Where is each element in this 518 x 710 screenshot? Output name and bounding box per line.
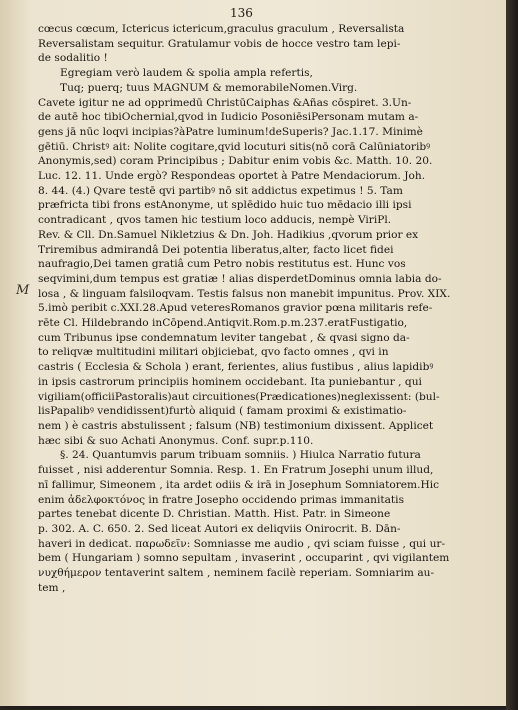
- text-line: partes tenebat dicente D. Christian. Matth. Hist. Patr. in Simeone: [38, 508, 391, 521]
- text-line: Tuq; puerq; tuus MAGNUM & memorabileNomen.Virg.: [60, 81, 358, 94]
- text-line: §. 24. Quantumvis parum tribuam somniis. ) Hiulca Narratio futura: [60, 449, 421, 462]
- text-line: Anonymis,sed) coram Principibus ; Dabitur enim vobis &c. Matth. 10. 20.: [38, 155, 433, 168]
- text-line: Reversalistam sequitur. Gratulamur vobis de hocce vestro tam lepi-: [38, 37, 401, 50]
- text-line: cum Tribunus ipse condemnatum leviter tangebat , & qvasi signo da-: [38, 331, 410, 344]
- text-line: de autē hoc tibiOchernial,qvod in Iudicio PosoniēsiPersonam mutam a-: [38, 111, 419, 124]
- text-line: in ipsis castrorum principiis hominem occidebant. Ita puniebantur , qui: [38, 375, 422, 388]
- text-line: castris ( Ecclesia & Schola ) erant, ferientes, alius fustibus , alius lapidibꝰ: [38, 361, 434, 374]
- text-line: cœcus cœcum, Ictericus ictericum,graculus graculum , Reversalista: [38, 23, 405, 35]
- page-number: 136: [230, 6, 253, 20]
- text-line: 5.imò peribit c.XXI.28.Apud veteresRomanos gravior pœna militaris refe-: [38, 302, 433, 315]
- text-line: enim ἀδελφοκτόνος in fratre Josepho occidendo primas immanitatis: [38, 493, 405, 506]
- text-line: hæc sibi & suo Achati Anonymus. Conf. supr.p.110.: [38, 434, 314, 447]
- text-line: haveri in dedicat. παρωδεῖν: Somniasse me audio , qvi sciam fuisse , qui ur-: [38, 537, 446, 550]
- book-edge: [506, 0, 518, 710]
- text-line: Egregiam verò laudem & spolia ampla refertis,: [60, 67, 313, 80]
- text-line: lisPapalibꝰ vendidissent)furtò aliquid ( famam proximi & existimatio-: [38, 405, 407, 418]
- text-line: bem ( Hungariam ) somno sepultam , invaserint , occuparint , qvi vigilantem: [38, 552, 450, 565]
- text-line: contradicant , qvos tamen hic testium loco adducis, nempè ViriPl.: [38, 214, 392, 227]
- text-line: seqvimini,dum tempus est gratiæ ! alias disperdetDominus omnia labia do-: [38, 272, 442, 285]
- page-text: [38, 22, 486, 595]
- text-line: nem ) è castris abstulissent ; falsum (NB) testimonium dixissent. Applicet: [38, 419, 434, 432]
- text-line: vigiliam(officiiPastoralis)aut circuitiones(Prædicationes)neglexissent: (bul-: [38, 390, 440, 403]
- text-line: losa , & linguam falsiloqvam. Testis falsus non manebit impunitus. Prov. XIX.: [38, 287, 451, 300]
- text-line: rēte Cl. Hildebrando inCōpend.Antiqvit.Rom.p.m.237.eratFustigatio,: [38, 317, 408, 330]
- text-line: naufragio,Dei tamen gratiâ cum Petro nobis restitutus est. Hunc vos: [38, 258, 406, 271]
- text-line: de sodalitio !: [38, 52, 108, 65]
- margin-annotation: M: [16, 283, 30, 298]
- text-line: to reliqvæ multitudini militari objiciebat, qvo facto omnes , qvi in: [38, 346, 389, 359]
- text-line: tem ,: [38, 581, 66, 594]
- text-line: gētiū. Christꝰ ait: Nolite cogitare,qvid locuturi sitis(nō corā Calūniatoribꝰ: [38, 140, 431, 153]
- text-line: Cavete igitur ne ad opprimedū ChristūCaiphas &Añas cōspiret. 3.Un-: [38, 96, 412, 109]
- text-line: fuisset , nisi adderentur Somnia. Resp. 1. En Fratrum Josephi unum illud,: [38, 464, 434, 477]
- text-line: nī fallimur, Simeonem , ita ardet odiis & irā in Josephum Somniatorem.Hic: [38, 478, 440, 491]
- text-line: Triremibus admirandâ Dei potentia liberatus,alter, facto licet fidei: [38, 243, 394, 256]
- text-line: gens jā nūc loqvi incipias?àPatre luminum!deSuperis? Jac.1.17. Minimè: [38, 125, 423, 138]
- text-line: 8. 44. (4.) Qvare testē qvi partibꝰ nō sit addictus expetimus ! 5. Tam: [38, 184, 403, 197]
- text-line: p. 302. A. C. 650. 2. Sed liceat Autori ex deliqviis Onirocrit. B. Dān-: [38, 522, 401, 535]
- text-line: præfricta tibi frons estAnonyme, ut splēdido huic tuo mēdacio illi ipsi: [38, 199, 412, 212]
- text-line: νυχθήμερον tentaverint saltem , neminem facilè reperiam. Somniarim au-: [38, 567, 435, 580]
- text-line: Luc. 12. 11. Unde ergò? Respondeas oportet à Patre Mendaciorum. Joh.: [38, 170, 426, 183]
- text-line: Rev. & Cll. Dn.Samuel Nikletzius & Dn. Joh. Hadikius ,qvorum prior ex: [38, 228, 419, 241]
